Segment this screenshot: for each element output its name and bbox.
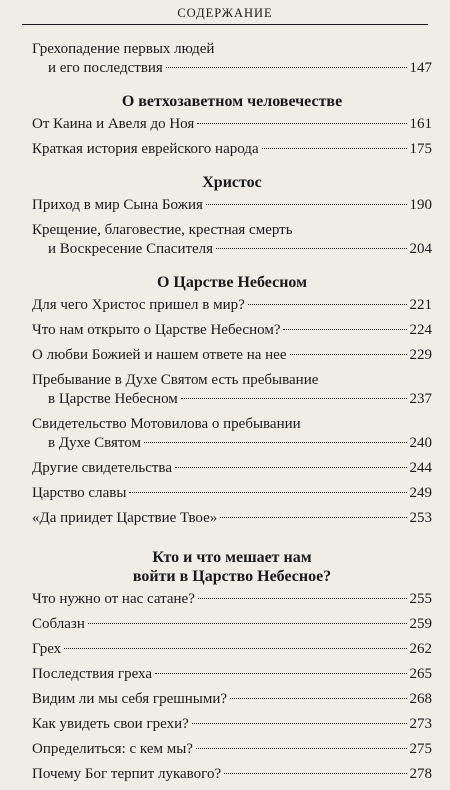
dot-leader	[206, 204, 407, 205]
toc-page-number: 265	[409, 666, 432, 682]
toc-entry-line	[32, 715, 432, 734]
toc-entry-title: Определиться: с кем мы?	[32, 741, 193, 757]
toc-entry-title: Приход в мир Сына Божия	[32, 197, 203, 213]
toc-entry-line	[32, 590, 432, 609]
toc-entry-title: Другие свидетельства	[32, 460, 172, 476]
dot-leader	[155, 673, 407, 674]
toc-entry[interactable]	[32, 321, 432, 340]
toc-entry-line	[32, 59, 432, 78]
toc-page-number: 275	[409, 741, 432, 757]
dot-leader	[224, 773, 406, 774]
toc-section-heading	[32, 92, 432, 111]
toc-entry-title: Грехопадение первых людей	[32, 41, 215, 57]
toc-page-number: 262	[409, 641, 432, 657]
dot-leader	[262, 148, 407, 149]
toc-page-number: 147	[409, 60, 432, 76]
dot-leader	[220, 517, 406, 518]
toc-entry-title: Последствия греха	[32, 666, 152, 682]
dot-leader	[290, 354, 407, 355]
toc-entry-title: Соблазн	[32, 616, 85, 632]
toc-entry[interactable]	[32, 484, 432, 503]
dot-leader	[283, 329, 406, 330]
toc-entry-line	[32, 40, 432, 59]
toc-entry[interactable]	[32, 740, 432, 759]
toc-entry-line	[32, 509, 432, 528]
toc-entry-line	[32, 640, 432, 659]
toc-entry-line	[32, 690, 432, 709]
toc-page-number: 268	[409, 691, 432, 707]
toc-section-heading	[32, 548, 432, 586]
toc-entry-title: От Каина и Авеля до Ноя	[32, 116, 195, 132]
toc-entry-title: Видим ли мы себя грешными?	[32, 691, 228, 707]
toc-entry-title: «Да приидет Царствие Твое»	[32, 510, 218, 526]
toc-entry[interactable]	[32, 296, 432, 315]
toc-entry-line	[32, 196, 432, 215]
toc-page-number: 229	[409, 347, 432, 363]
toc-entry-title: Краткая история еврейского народа	[32, 141, 259, 157]
toc-page-number: 259	[409, 616, 432, 632]
toc-page-number: 175	[409, 141, 432, 157]
toc-entry[interactable]	[32, 415, 432, 453]
toc-entry-line	[32, 140, 432, 159]
toc-page-number: 244	[409, 460, 432, 476]
toc-entry-line	[32, 115, 432, 134]
toc-entry[interactable]	[32, 115, 432, 134]
dot-leader	[230, 698, 406, 699]
toc-entry[interactable]	[32, 665, 432, 684]
dot-leader	[216, 248, 406, 249]
dot-leader	[166, 67, 407, 68]
toc-entry-title: Царство славы	[32, 485, 127, 501]
toc-entry-title: Как увидеть свои грехи?	[32, 716, 189, 732]
dot-leader	[198, 598, 407, 599]
toc-entry-title: Что нам открыто о Царстве Небесном?	[32, 322, 281, 338]
section-heading-line: О Царстве Небесном	[156, 274, 308, 291]
toc-section-heading	[32, 173, 432, 192]
toc-entry[interactable]	[32, 615, 432, 634]
toc-entry-title: Для чего Христос пришел в мир?	[32, 297, 245, 313]
toc-entry-line	[32, 765, 432, 784]
dot-leader	[197, 123, 406, 124]
toc-entry[interactable]	[32, 765, 432, 784]
toc-entry[interactable]	[32, 346, 432, 365]
toc-entry[interactable]	[32, 509, 432, 528]
table-of-contents	[32, 40, 432, 790]
toc-section-heading	[32, 273, 432, 292]
toc-page-number: 273	[409, 716, 432, 732]
dot-leader	[64, 648, 406, 649]
toc-entry[interactable]	[32, 140, 432, 159]
toc-page-number: 204	[409, 241, 432, 257]
toc-entry-line	[32, 371, 432, 390]
section-heading-line: О ветхозаветном человечестве	[121, 93, 343, 110]
toc-entry-title: Крещение, благовестие, крестная смерть	[32, 222, 293, 238]
running-head: СОДЕРЖАНИЕ	[177, 6, 273, 20]
toc-page-number: 237	[409, 391, 432, 407]
toc-entry-title: Грех	[32, 641, 62, 657]
toc-entry-title: Почему Бог терпит лукавого?	[32, 766, 222, 782]
toc-entry-title: и Воскресение Спасителя	[48, 241, 214, 257]
toc-entry-title: в Духе Святом	[48, 435, 141, 451]
toc-entry-line	[32, 459, 432, 478]
header-rule	[22, 24, 428, 25]
toc-entry-line	[32, 296, 432, 315]
toc-entry-line	[32, 321, 432, 340]
dot-leader	[175, 467, 407, 468]
dot-leader	[192, 723, 407, 724]
toc-entry-line	[32, 346, 432, 365]
toc-entry-line	[32, 221, 432, 240]
toc-page-number: 221	[409, 297, 432, 313]
toc-page-number: 278	[409, 766, 432, 782]
toc-page-number: 190	[409, 197, 432, 213]
toc-entry[interactable]	[32, 459, 432, 478]
dot-leader	[129, 492, 406, 493]
toc-page-number: 253	[409, 510, 432, 526]
toc-entry-line	[32, 390, 432, 409]
toc-page-number: 224	[409, 322, 432, 338]
toc-entry[interactable]	[32, 640, 432, 659]
toc-entry-title: Свидетельство Мотовилова о пребывании	[32, 416, 301, 432]
toc-entry-title: в Царстве Небесном	[48, 391, 178, 407]
toc-entry-line	[32, 740, 432, 759]
dot-leader	[248, 304, 407, 305]
toc-page-number: 161	[409, 116, 432, 132]
toc-entry-title: и его последствия	[48, 60, 163, 76]
toc-entry-line	[32, 415, 432, 434]
toc-entry[interactable]	[32, 40, 432, 78]
section-heading-line: войти в Царство Небесное?	[132, 568, 332, 585]
toc-page-number: 249	[409, 485, 432, 501]
toc-page-number: 255	[409, 591, 432, 607]
section-heading-line: Кто и что мешает нам	[152, 549, 312, 566]
toc-entry-title: Что нужно от нас сатане?	[32, 591, 195, 607]
toc-entry[interactable]	[32, 221, 432, 259]
toc-entry-line	[32, 615, 432, 634]
toc-page-number: 240	[409, 435, 432, 451]
dot-leader	[181, 398, 407, 399]
dot-leader	[196, 748, 407, 749]
toc-entry-title: О любви Божией и нашем ответе на нее	[32, 347, 287, 363]
toc-entry-line	[32, 665, 432, 684]
toc-entry[interactable]	[32, 196, 432, 215]
toc-entry-line	[32, 484, 432, 503]
toc-entry[interactable]	[32, 371, 432, 409]
toc-entry-line	[32, 434, 432, 453]
section-heading-line: Христос	[202, 174, 262, 191]
toc-entry[interactable]	[32, 715, 432, 734]
dot-leader	[88, 623, 407, 624]
toc-entry-line	[32, 240, 432, 259]
dot-leader	[144, 442, 407, 443]
toc-entry[interactable]	[32, 590, 432, 609]
toc-entry-title: Пребывание в Духе Святом есть пребывание	[32, 372, 319, 388]
toc-entry[interactable]	[32, 690, 432, 709]
